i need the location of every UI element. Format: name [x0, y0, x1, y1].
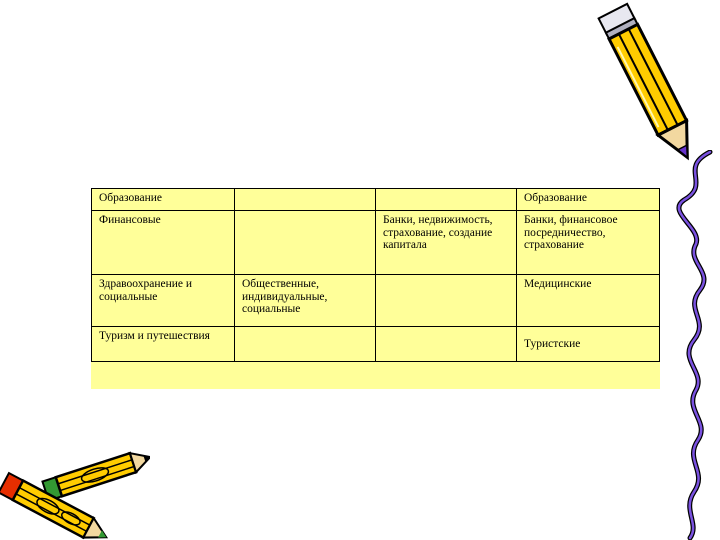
table-cell	[235, 211, 376, 275]
info-table	[91, 188, 660, 362]
table-cell: Здравоохранение и социальные	[92, 275, 235, 327]
table-cell: Банки, недвижимость, страхование, создание капитала	[376, 211, 517, 275]
pencils-icon	[0, 430, 150, 540]
table-cell: Финансовые	[92, 211, 235, 275]
table-cell	[376, 327, 517, 362]
table-row	[92, 327, 660, 362]
table-row	[92, 211, 660, 275]
table-cell: Общественные, индивидуальные, социальные	[235, 275, 376, 327]
table-cell: Туристские	[517, 327, 660, 362]
table-cell: Образование	[92, 189, 235, 211]
table-cell: Образование	[517, 189, 660, 211]
table-cell	[235, 327, 376, 362]
table-row	[92, 275, 660, 327]
squiggle-line	[670, 150, 720, 540]
table-cell	[376, 275, 517, 327]
table-cell: Туризм и путешествия	[92, 327, 235, 362]
table-row	[92, 189, 660, 211]
pencil-icon	[596, 0, 706, 172]
table-cell	[235, 189, 376, 211]
table-cell: Медицинские	[517, 275, 660, 327]
table-cell	[376, 189, 517, 211]
table-panel	[91, 188, 660, 389]
table-cell: Банки, финансовое посредничество, страхование	[517, 211, 660, 275]
